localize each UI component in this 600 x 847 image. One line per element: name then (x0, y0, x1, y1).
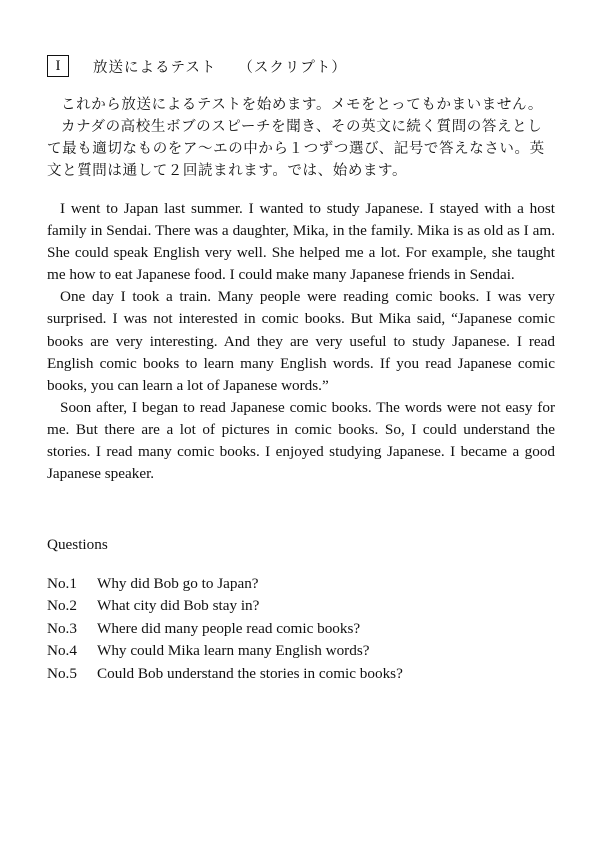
question-number: No.1 (47, 575, 77, 592)
question-item (47, 595, 403, 617)
section-header (47, 55, 347, 77)
speech-script (47, 198, 555, 485)
script-paragraph: I went to Japan last summer. I wanted to study Japanese. I stayed with a host family in Sendai. There was a daughter, Mika, in the family. Mika is as old as I am. She could speak English very well. She helped me a lot. For example, she taught me how to eat Japanese food. I could make many Japanese friends in Sendai. (47, 200, 555, 284)
section-number-box: I (47, 55, 69, 77)
question-item (47, 618, 403, 640)
question-number: No.4 (47, 642, 77, 660)
question-number: No.5 (47, 664, 77, 682)
question-text: Why could Mika learn many English words? (97, 642, 370, 660)
question-text: Where did many people read comic books? (97, 619, 361, 637)
script-paragraph: One day I took a train. Many people were reading comic books. I was very surprised. I was not interested in comic books. But Mika said, “Japanese comic books are very interesting. And they are very useful to study Japanese. I read English comic books to learn many English words. If you read Japanese comic books, you can learn a lot of Japanese words.” (47, 288, 555, 394)
questions-list (47, 573, 403, 685)
question-item (47, 640, 403, 662)
instruction-line-2: カナダの高校生ボブのスピーチを聞き、その英文に続く質問の答えとして最も適切なものをア～エの中から１つずつ選び、記号で答えなさい。英文と質問は通して２回読まれます。では、始めます。 (47, 119, 545, 179)
question-number: No.2 (47, 597, 77, 615)
section-title: 放送によるテスト (93, 59, 217, 76)
section-subtitle: （スクリプト） (238, 59, 347, 76)
japanese-instructions (47, 94, 555, 182)
question-number: No.3 (47, 619, 77, 637)
script-paragraph: Soon after, I began to read Japanese comic books. The words were not easy for me. But there are a lot of pictures in comic books. So, I could understand the stories. I read many comic books. I enjoyed studying Japanese. I became a good Japanese speaker. (47, 398, 555, 483)
question-text: Could Bob understand the stories in comic books? (97, 664, 403, 682)
question-item (47, 663, 403, 685)
instruction-line-1: これから放送によるテストを始めます。メモをとってもかまいません。 (61, 97, 544, 113)
question-text: Why did Bob go to Japan? (97, 575, 259, 592)
question-item (47, 573, 403, 595)
question-text: What city did Bob stay in? (97, 597, 260, 615)
questions-heading: Questions (47, 536, 108, 553)
